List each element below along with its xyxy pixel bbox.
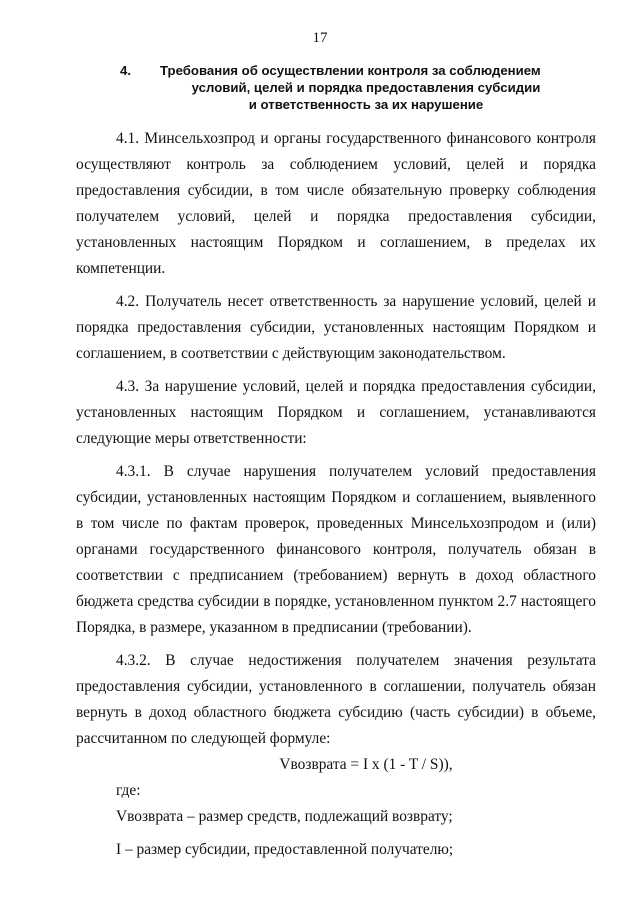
section-title-line-2: условий, целей и порядка предоставления субсидии xyxy=(191,80,541,95)
paragraph-4-3-2: 4.3.2. В случае недостижения получателем значения результата предоставления субсидии, установленного в соглашении, получатель обязан вернуть в доход областного бюджета субсидию (часть субсидии) в объеме, рассчитанном по следующей формуле: xyxy=(76,652,596,747)
body-text xyxy=(76,126,596,870)
paragraph-4-3: 4.3. За нарушение условий, целей и порядка предоставления субсидии, установленных настоящим Порядком и соглашением, устанавливаются следующие меры ответственности: xyxy=(76,378,596,447)
section-title-line-3: и ответственность за их нарушение xyxy=(248,97,484,112)
section-number: 4. xyxy=(120,63,131,78)
formula: Vвозврата = I x (1 - T / S)), xyxy=(279,756,453,773)
section-title-line-1: Требования об осуществлении контроля за соблюдением xyxy=(160,63,541,78)
section-title xyxy=(96,62,576,113)
section-title-row xyxy=(96,62,576,79)
definition-v: Vвозврата – размер средств, подлежащий возврату; xyxy=(116,808,453,825)
page-number: 17 xyxy=(312,30,328,46)
definition-i: I – размер субсидии, предоставленной получателю; xyxy=(116,841,454,858)
paragraph-4-2: 4.2. Получатель несет ответственность за нарушение условий, целей и порядка предоставления субсидии, установленных настоящим Порядком и соглашением, в соответствии с действующим законодательством. xyxy=(76,293,596,362)
where-label: где: xyxy=(116,782,141,799)
paragraph-4-3-1: 4.3.1. В случае нарушения получателем условий предоставления субсидии, установленных настоящим Порядком и соглашением, выявленного в том числе по фактам проверок, проведенных Минсельхозпродом и (или) органами государственного финансового контроля, получатель обязан в соответствии с предписанием (требованием) вернуть в доход областного бюджета средства субсидии в порядке, установленном пунктом 2.7 настоящего Порядка, в размере, указанном в предписании (требовании). xyxy=(76,463,596,636)
paragraph-4-1: 4.1. Минсельхозпрод и органы государственного финансового контроля осуществляют контроль за соблюдением условий, целей и порядка предоставления субсидии, в том числе обязательную проверку соблюдения получателем условий, целей и порядка предоставления субсидии, установленных настоящим Порядком и соглашением, в пределах их компетенции. xyxy=(76,130,596,277)
